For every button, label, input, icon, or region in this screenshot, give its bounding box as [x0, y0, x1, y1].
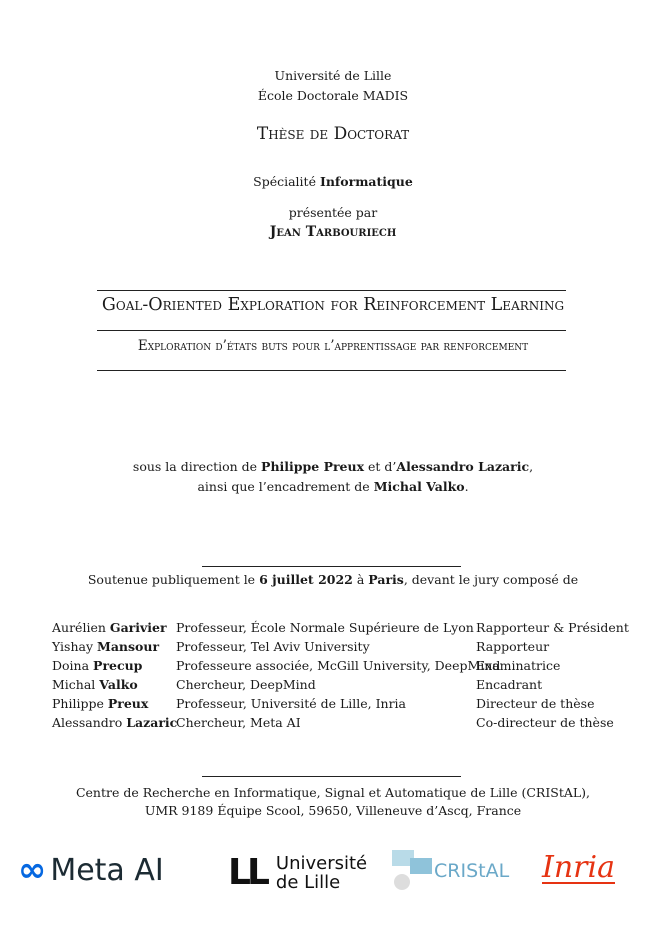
jury-affiliation: Professeur, École Normale Supérieure de Lyon: [176, 620, 474, 635]
jury-member-name: [52, 639, 159, 654]
specialty: [0, 174, 666, 189]
lille-ll-icon: LL: [228, 852, 266, 893]
supervision-line-1: sous la direction de Philippe Preux et d’Alessandro Lazaric,: [132, 459, 534, 474]
universite-lille-logo: [228, 852, 367, 893]
divider: [202, 776, 461, 777]
thesis-type: Thèse de Doctorat: [256, 124, 410, 144]
divider: [97, 370, 566, 371]
doctoral-school: École Doctorale MADIS: [257, 88, 409, 103]
defense-date: 6 juillet 2022: [259, 572, 353, 587]
meta-ai-text: Meta AI: [50, 852, 164, 888]
jury-last-name: Valko: [99, 677, 138, 692]
codirector: Alessandro Lazaric: [396, 459, 530, 474]
divider: [97, 330, 566, 331]
jury-first-name: Aurélien: [52, 620, 106, 635]
inria-text: Inria: [542, 850, 615, 885]
divider: [202, 566, 461, 567]
defense-info: [0, 572, 666, 587]
meta-ai-logo: [18, 850, 164, 890]
jury-affiliation: Professeur, Tel Aviv University: [176, 639, 370, 654]
jury-last-name: Precup: [93, 658, 143, 673]
lille-text: [276, 854, 367, 892]
meta-infinity-icon: ∞: [18, 850, 41, 890]
divider: [97, 290, 566, 291]
jury-last-name: Lazaric: [126, 715, 178, 730]
jury-first-name: Alessandro: [52, 715, 123, 730]
jury-first-name: Michal: [52, 677, 96, 692]
jury-first-name: Yishay: [52, 639, 94, 654]
jury-last-name: Garivier: [109, 620, 167, 635]
jury-affiliation: Chercheur, DeepMind: [176, 677, 316, 692]
jury-role: Rapporteur & Président: [476, 620, 629, 635]
presented-by: présentée par: [288, 205, 378, 220]
text: ,: [529, 459, 534, 474]
cristal-shapes-icon: [392, 850, 432, 892]
jury-member-name: [52, 696, 148, 711]
lab-line-1: Centre de Recherche en Informatique, Signal et Automatique de Lille (CRIStAL),: [75, 785, 591, 800]
cristal-text: CRIStAL: [434, 860, 510, 882]
jury-role: Co-directeur de thèse: [476, 715, 614, 730]
jury-role: Encadrant: [476, 677, 543, 692]
jury-affiliation: Professeure associée, McGill University, DeepMind: [176, 658, 501, 673]
supervision-line-2: [0, 479, 666, 494]
text: à: [356, 572, 365, 587]
director: Philippe Preux: [261, 459, 365, 474]
text: de Lille: [275, 871, 341, 893]
author: Jean Tarbouriech: [269, 224, 397, 240]
jury-member-name: [52, 677, 138, 692]
specialty-label: Spécialité: [253, 174, 316, 189]
jury-member-name: [52, 715, 177, 730]
jury-role: Examinatrice: [476, 658, 561, 673]
inria-logo: [542, 850, 615, 885]
jury-first-name: Doina: [52, 658, 90, 673]
text: Université: [275, 852, 368, 874]
defense-city: Paris: [368, 572, 404, 587]
text: .: [464, 479, 469, 494]
thesis-title: Goal-Oriented Exploration for Reinforcement Learning: [101, 295, 565, 315]
specialty-value: Informatique: [319, 174, 413, 189]
university: Université de Lille: [274, 68, 392, 83]
jury-role: Directeur de thèse: [476, 696, 595, 711]
text: ainsi que l’encadrement de: [197, 479, 370, 494]
jury-member-name: [52, 658, 142, 673]
jury-affiliation: Professeur, Université de Lille, Inria: [176, 696, 407, 711]
thesis-title-french: Exploration d’états buts pour l’apprentissage par renforcement: [137, 338, 529, 354]
jury-last-name: Preux: [107, 696, 149, 711]
cristal-logo: [392, 850, 509, 892]
jury-affiliation: Chercheur, Meta AI: [176, 715, 301, 730]
jury-role: Rapporteur: [476, 639, 550, 654]
lab-line-2: UMR 9189 Équipe Scool, 59650, Villeneuve d’Ascq, France: [144, 803, 522, 818]
text: Soutenue publiquement le: [87, 572, 256, 587]
advisor: Michal Valko: [373, 479, 465, 494]
jury-member-name: [52, 620, 167, 635]
jury-last-name: Mansour: [97, 639, 160, 654]
jury-first-name: Philippe: [52, 696, 104, 711]
text: sous la direction de: [132, 459, 258, 474]
text: , devant le jury composé de: [403, 572, 579, 587]
